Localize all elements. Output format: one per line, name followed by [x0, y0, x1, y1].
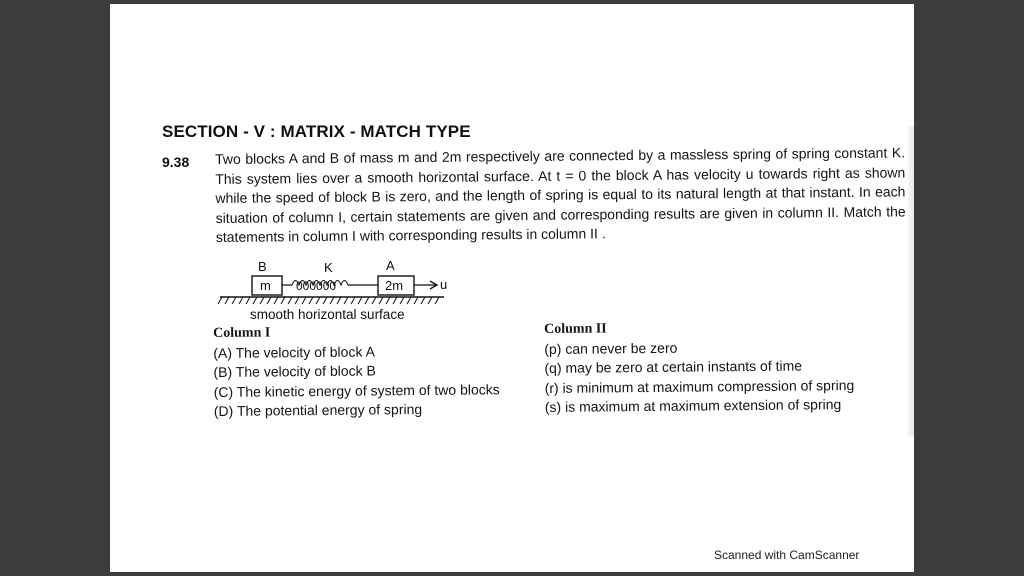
page-edge-shadow: [908, 126, 914, 436]
column-1: [213, 321, 544, 422]
spring-symbol: 000000: [296, 279, 337, 293]
spring-block-diagram: [214, 258, 454, 324]
column-2: [544, 317, 875, 418]
column-1-item-c: (C) The kinetic energy of system of two blocks: [213, 381, 500, 400]
column-2-item-q: (q) may be zero at certain instants of time: [544, 357, 803, 377]
column-1-item-d: (D) The potential energy of spring: [213, 401, 423, 420]
question-number: 9.38: [162, 154, 190, 170]
velocity-label: u: [440, 277, 448, 292]
scanned-page: [110, 4, 914, 572]
column-2-item-s: (s) is maximum at maximum extension of spring: [544, 396, 842, 416]
block-a-mass: 2m: [385, 278, 404, 293]
section-title: SECTION - V : MATRIX - MATCH TYPE: [162, 122, 471, 141]
ground-hatching: [218, 297, 439, 304]
label-k: K: [324, 260, 333, 275]
block-b-mass: m: [260, 278, 271, 293]
surface-label: smooth horizontal surface: [250, 307, 405, 322]
column-2-heading: Column II: [544, 321, 607, 337]
column-2-item-p: (p) can never be zero: [544, 339, 678, 357]
column-1-item-a: (A) The velocity of block A: [213, 343, 375, 361]
camscanner-watermark: Scanned with CamScanner: [714, 548, 860, 562]
label-b: B: [258, 259, 267, 274]
question-text: Two blocks A and B of mass m and 2m respectively are connected by a massless spring of spring constant K. This system lies over a smooth horizontal surface. At t = 0 the block A has velocity u towards right as shown while the speed of block B is zero, and the length of spring is equal to its natural length at that instant. In each situation of column I, certain statements are given and corresponding results are given in column II. Match the statements in column I with corresponding results in column II .: [215, 144, 906, 245]
column-2-item-r: (r) is minimum at maximum compression of spring: [544, 376, 855, 396]
label-a: A: [386, 258, 395, 273]
column-1-heading: Column I: [213, 325, 271, 341]
column-1-item-b: (B) The velocity of block B: [213, 362, 376, 381]
